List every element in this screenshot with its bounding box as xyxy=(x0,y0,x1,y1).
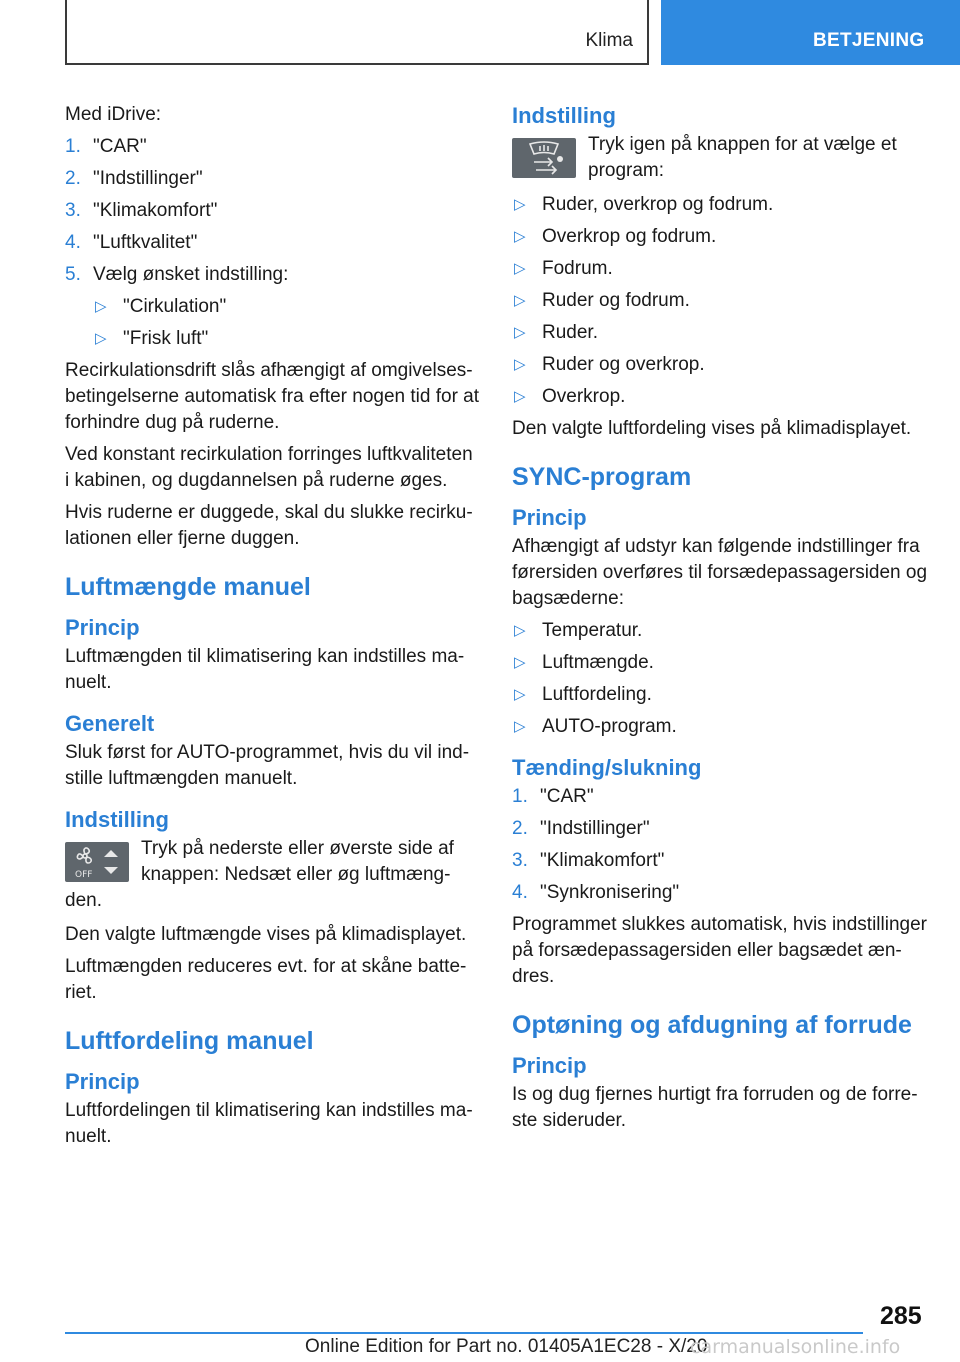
triangle-bullet-icon: ▷ xyxy=(514,196,526,213)
triangle-bullet-icon: ▷ xyxy=(514,228,526,245)
paragraph: Luftfordelingen til klimatisering kan indstilles manuelt. xyxy=(65,1100,473,1147)
left-column xyxy=(65,102,480,1156)
heading-setting: Indstilling xyxy=(512,103,616,128)
heading-sync-program: SYNC-program xyxy=(512,463,692,491)
list-item: ▷ Ruder og overkrop. xyxy=(512,352,932,378)
heading-principle: Princip xyxy=(65,1069,140,1094)
recirculation-options xyxy=(65,294,480,352)
svg-text:OFF: OFF xyxy=(75,870,93,880)
list-item: 1. "CAR" xyxy=(512,786,594,807)
section-title: Klima xyxy=(585,30,633,51)
triangle-bullet-icon: ▷ xyxy=(514,324,526,341)
list-item: ▷ "Cirkulation" xyxy=(65,294,480,320)
paragraph: Den valgte luftmængde vises på klimadisplayet. xyxy=(65,924,467,945)
list-item: ▷ Luftmængde. xyxy=(512,650,932,676)
airflow-button-instruction xyxy=(512,132,932,184)
list-item: 3. "Klimakomfort" xyxy=(512,850,665,871)
intro-text: Med iDrive: xyxy=(65,104,162,125)
list-item: ▷ Overkrop og fodrum. xyxy=(512,224,932,250)
heading-principle: Princip xyxy=(512,1053,587,1078)
paragraph: Programmet slukkes automatisk, hvis indstillinger på forsædepassagersiden eller bagsædet ændres. xyxy=(512,914,927,987)
triangle-bullet-icon: ▷ xyxy=(95,330,107,347)
chapter-tab-label: BETJENING xyxy=(813,30,925,51)
paragraph: Tryk på nederste eller øverste side af knappen: Nedsæt eller øg luftmængden. xyxy=(65,838,454,911)
right-column xyxy=(512,102,932,1140)
paragraph: Luftmængden reduceres evt. for at skåne batteriet. xyxy=(65,956,467,1003)
distribution-modes xyxy=(512,192,932,410)
paragraph: Recirkulationsdrift slås afhængigt af omgivelsesbetingelserne automatisk fra efter nogen tid for at forhindre dug på ruderne. xyxy=(65,360,480,433)
heading-air-volume: Luftmængde manuel xyxy=(65,573,311,601)
list-item: ▷ "Frisk luft" xyxy=(65,326,480,352)
heading-general: Generelt xyxy=(65,711,155,736)
paragraph: Luftmængden til klimatisering kan indstilles manuelt. xyxy=(65,646,465,693)
fan-button-instruction xyxy=(65,836,480,914)
list-item: ▷ Luftfordeling. xyxy=(512,682,932,708)
triangle-bullet-icon: ▷ xyxy=(514,388,526,405)
list-item: ▷ Ruder. xyxy=(512,320,932,346)
sync-items xyxy=(512,618,932,740)
triangle-bullet-icon: ▷ xyxy=(514,686,526,703)
paragraph: Tryk igen på knappen for at vælge et program: xyxy=(588,134,897,181)
fan-speed-button-icon xyxy=(65,842,129,882)
heading-setting: Indstilling xyxy=(65,807,169,832)
triangle-bullet-icon: ▷ xyxy=(514,654,526,671)
list-item: ▷ Ruder og fodrum. xyxy=(512,288,932,314)
list-item: 5. Vælg ønsket indstilling: xyxy=(65,264,289,285)
paragraph: Den valgte luftfordeling vises på klimadisplayet. xyxy=(512,418,912,439)
list-item: 4. "Synkronisering" xyxy=(512,882,680,903)
paragraph: Is og dug fjernes hurtigt fra forruden og de forreste sideruder. xyxy=(512,1084,918,1131)
list-item: ▷ Fodrum. xyxy=(512,256,932,282)
list-item: 4. "Luftkvalitet" xyxy=(65,232,198,253)
footer-edition: Online Edition for Part no. 01405A1EC28 - X/20 xyxy=(305,1336,708,1357)
page-number: 285 xyxy=(880,1302,922,1330)
heading-principle: Princip xyxy=(65,615,140,640)
header-frame xyxy=(65,0,649,65)
list-item: 1. "CAR" xyxy=(65,136,147,157)
triangle-bullet-icon: ▷ xyxy=(514,622,526,639)
heading-principle: Princip xyxy=(512,505,587,530)
list-item: ▷ Temperatur. xyxy=(512,618,932,644)
list-item: ▷ AUTO-program. xyxy=(512,714,932,740)
list-item: 2. "Indstillinger" xyxy=(512,818,650,839)
idrive-steps xyxy=(65,134,480,288)
footer-divider xyxy=(65,1332,863,1334)
heading-air-distribution: Luftfordeling manuel xyxy=(65,1027,314,1055)
air-distribution-button-icon xyxy=(512,138,576,178)
heading-on-off: Tænding/slukning xyxy=(512,755,702,780)
list-item: ▷ Ruder, overkrop og fodrum. xyxy=(512,192,932,218)
heading-defrost: Optøning og afdugning af forrude xyxy=(512,1011,912,1039)
paragraph: Ved konstant recirkulation forringes luftkvaliteten i kabinen, og dugdannelsen på ruderne øges. xyxy=(65,444,473,491)
triangle-bullet-icon: ▷ xyxy=(95,298,107,315)
list-item: ▷ Overkrop. xyxy=(512,384,932,410)
chapter-tab xyxy=(661,0,960,65)
list-item: 3. "Klimakomfort" xyxy=(65,200,218,221)
triangle-bullet-icon: ▷ xyxy=(514,356,526,373)
footer-watermark: carmanualsonline.info xyxy=(690,1336,901,1358)
triangle-bullet-icon: ▷ xyxy=(514,292,526,309)
paragraph: Sluk først for AUTO-programmet, hvis du vil indstille luftmængden manuelt. xyxy=(65,742,470,789)
sync-steps xyxy=(512,784,932,906)
paragraph: Hvis ruderne er duggede, skal du slukke recirkulationen eller fjerne duggen. xyxy=(65,502,473,549)
paragraph: Afhængigt af udstyr kan følgende indstillinger fra førersiden overføres til forsædepassagersiden og bagsæderne: xyxy=(512,536,928,609)
list-item: 2. "Indstillinger" xyxy=(65,168,203,189)
triangle-bullet-icon: ▷ xyxy=(514,718,526,735)
triangle-bullet-icon: ▷ xyxy=(514,260,526,277)
